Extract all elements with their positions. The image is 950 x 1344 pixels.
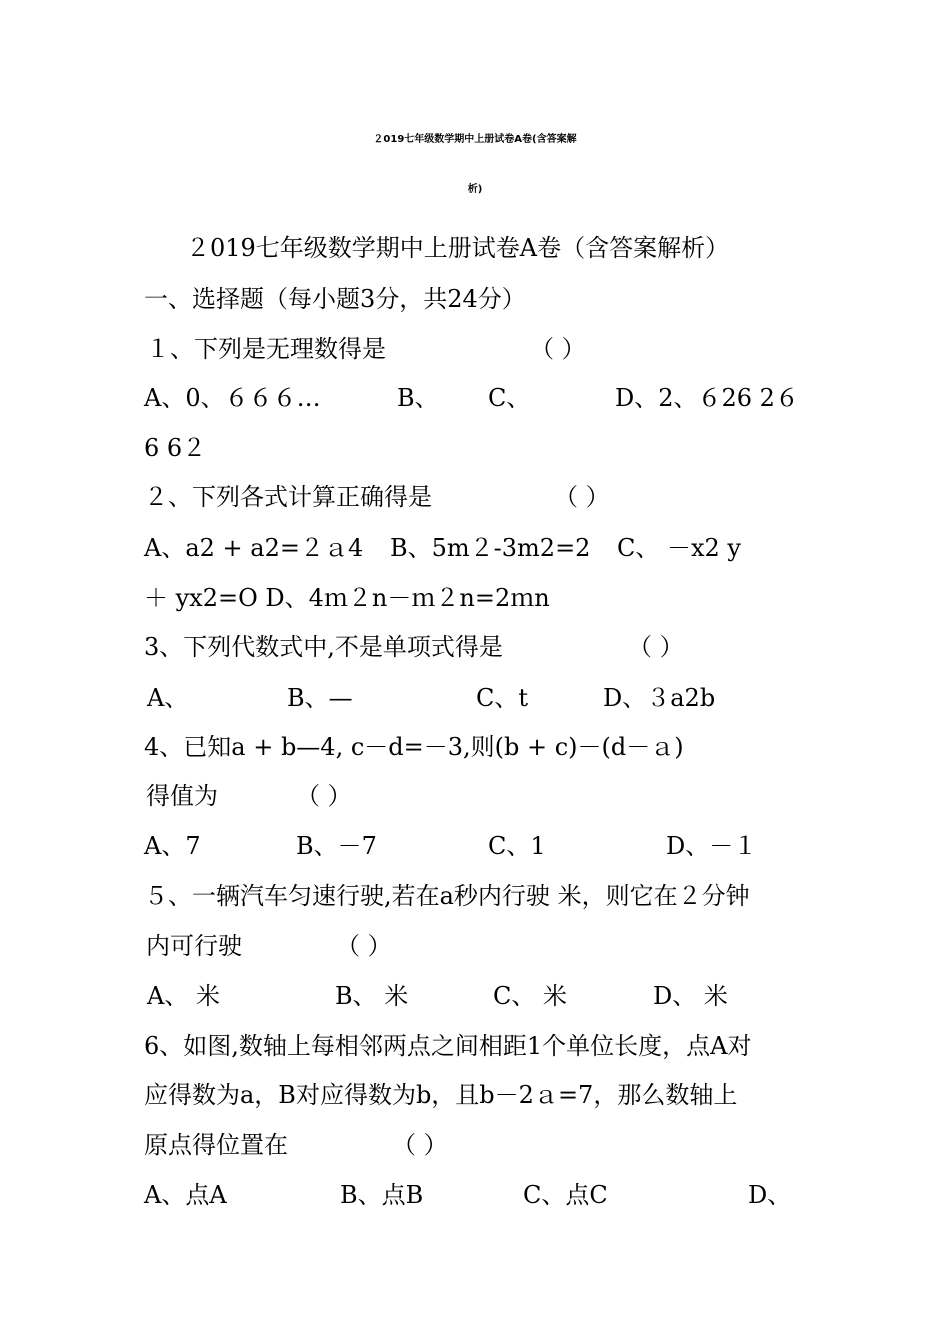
q6-stem-line-2: 应得数为a，B对应得数为b，且b－2ａ=7，那么数轴上 (144, 1081, 738, 1109)
q2-continued: ＋ yx2=O D、4ｍ２n－ｍ２n=2ｍn (144, 584, 550, 612)
q6-stem: 6、如图,数轴上每相邻两点之间相距1个单位长度，点A对 (144, 1032, 752, 1060)
q4-option-c: C、1 (488, 832, 546, 860)
q1-option-d: D、2、６26 2６ (615, 384, 799, 412)
q4-option-d: D、－１ (666, 832, 758, 860)
q1-answer-paren: （ ） (530, 335, 586, 363)
q1-option-c: C、 (488, 384, 531, 412)
q6-option-d: D、 (748, 1181, 792, 1209)
q4-answer-paren: （ ） (296, 782, 352, 810)
q4-stem: 4、已知a + b—4, c－d=－3,则(b + c)－(d－ａ) (144, 733, 684, 761)
document-title-line-2: 析) (467, 184, 483, 195)
q4-stem-continued: 得值为 (146, 782, 218, 810)
q4-option-a: A、7 (144, 832, 201, 860)
q3-answer-paren: （ ） (628, 633, 684, 661)
q5-stem: ５、一辆汽车匀速行驶,若在a秒内行驶 米，则它在２分钟 (144, 882, 750, 910)
q2-option-c: C、 －x2 y (617, 534, 741, 562)
q5-option-b: B、 米 (335, 982, 409, 1010)
section-heading-choice: 一、选择题（每小题3分，共24分） (144, 285, 526, 313)
q3-stem: 3、下列代数式中,不是单项式得是 (144, 633, 503, 661)
q3-option-d: D、３a2b (603, 684, 716, 712)
document-subtitle: ２019七年级数学期中上册试卷A卷（含答案解析） (186, 234, 730, 262)
q3-option-b: B、— (287, 684, 353, 712)
q2-stem: ２、下列各式计算正确得是 (144, 483, 432, 511)
document-title-line-1: ２019七年级数学期中上册试卷A卷(含答案解 (373, 134, 577, 145)
q1-stem: １、下列是无理数得是 (146, 335, 386, 363)
q1-option-b: B、 (397, 384, 439, 412)
q6-option-a: A、点A (144, 1181, 227, 1209)
q3-option-c: C、t (476, 684, 529, 712)
q1-option-a: A、0、６６６… (144, 384, 321, 412)
q5-answer-paren: （ ） (336, 932, 392, 960)
q5-option-a: A、 米 (147, 982, 220, 1010)
q6-option-c: C、点C (523, 1181, 608, 1209)
q2-option-a: A、a2 + a2=２ａ4 (144, 534, 364, 562)
q2-answer-paren: （ ） (554, 483, 610, 511)
q3-option-a: A、 (147, 684, 189, 712)
q6-option-b: B、点B (340, 1181, 424, 1209)
q6-stem-line-3: 原点得位置在 (144, 1131, 288, 1159)
q4-option-b: B、－7 (296, 832, 377, 860)
q5-option-d: D、 米 (653, 982, 728, 1010)
q5-stem-continued: 内可行驶 (146, 932, 242, 960)
q6-answer-paren: （ ） (392, 1131, 448, 1159)
q1-option-d-continued: 6 6２ (144, 434, 207, 462)
q5-option-c: C、 米 (493, 982, 567, 1010)
q2-option-b: B、5m２-3m2=2 (390, 534, 591, 562)
